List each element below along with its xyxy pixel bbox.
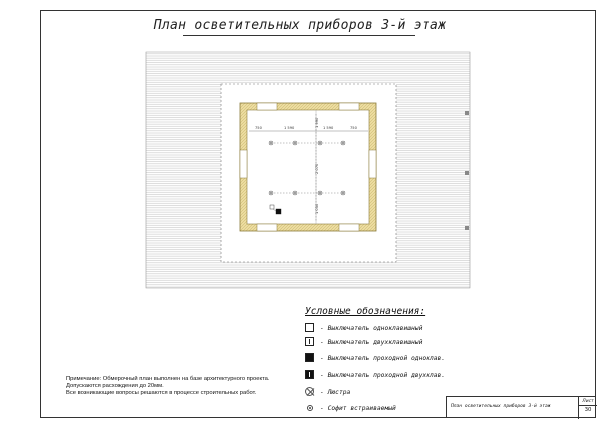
legend-label: - Выключатель одноклавишный [320,324,423,332]
legend-label: - Софит встраиваемый [320,404,396,412]
note-line: Примечание: Обмерочный план выполнен на базе архитектурного проекта. [66,376,270,382]
legend-item [305,335,422,349]
switch-double-icon [305,337,315,347]
spotlight-icon [341,191,345,195]
legend-item [305,368,445,382]
switch-pass-single-icon [305,353,315,363]
title-block-sheet-cell [578,397,596,419]
dim-top-3: 1 590 [323,126,334,130]
dim-vertical-mid: 2 070 [315,163,319,174]
spotlight-icon [293,141,297,145]
sheet-label: Лист [579,398,597,406]
dim-top-1: 750 [255,126,262,130]
dim-vertical-top: 1 990 [315,117,319,128]
legend-item [305,351,445,365]
room-walls [240,103,376,231]
spotlight-icon [318,141,322,145]
spotlight-icon [293,191,297,195]
legend-item [305,385,350,399]
drawing-title: План осветительных приборов 3-й этаж [153,18,447,33]
switch-single-icon [305,323,315,333]
switch-single-icon [270,205,274,209]
dim-vertical-bottom: 1 050 [315,203,319,214]
legend-label: - Выключатель проходной двухклав. [320,371,446,379]
switch-pass-double-icon [305,370,315,380]
spotlight-icon [318,191,322,195]
legend-item [305,321,422,335]
switch-pass-single-icon [276,209,281,214]
legend-item [305,401,396,415]
dim-top-2: 1 590 [284,126,295,130]
title-block-sheet-name: План осветительных приборов 3-й этаж [451,404,551,409]
plan-note [66,376,316,398]
chandelier-icon [305,387,315,397]
spotlight-icon [305,403,315,413]
dim-top-4: 750 [350,126,357,130]
legend-label: - Выключатель проходной одноклав. [320,354,446,362]
legend-title: Условные обозначения: [305,306,426,317]
legend-label: - Выключатель двухклавишный [320,338,423,346]
spotlight-icon [269,191,273,195]
legend-label: - Люстра [320,388,351,396]
spotlight-icon [269,141,273,145]
note-line: Допускаются расхождения до 20мм. [66,383,164,390]
note-line: Все возникающие вопросы решаются в процессе строительных работ. [66,390,257,397]
spotlight-icon [341,141,345,145]
sheet-number: 30 [584,407,592,413]
title-block [446,396,596,418]
